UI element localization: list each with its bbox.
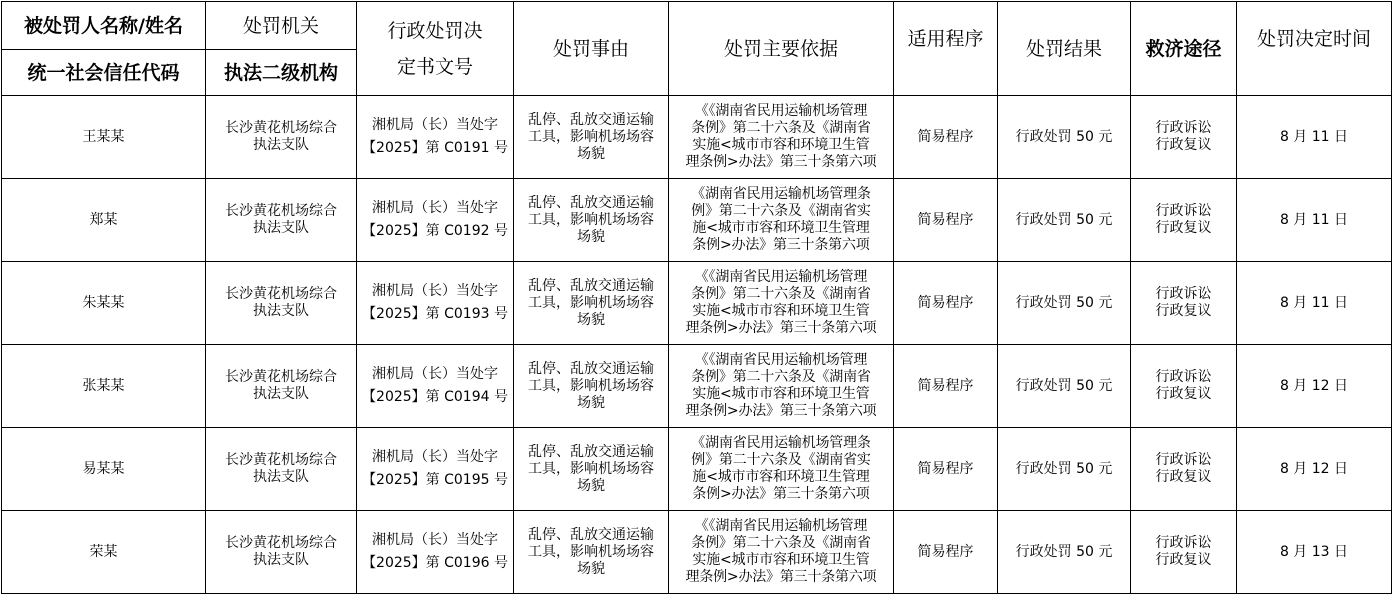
- cell-line: 行政复议: [1155, 137, 1212, 153]
- cell-line: 【2025】第 C0196 号: [362, 555, 508, 571]
- cell-procedure: 简易程序: [894, 428, 998, 511]
- header-doc-no-line: 行政处罚决: [387, 19, 483, 42]
- cell-line: 【2025】第 C0194 号: [362, 389, 508, 405]
- cell-name: 郑某: [2, 179, 206, 262]
- header-doc-no-line: 定书文号: [396, 55, 473, 78]
- cell-line: 工具，影响机场场容: [528, 460, 654, 477]
- cell-line: 长沙黄花机场综合: [225, 286, 337, 302]
- cell-line: 湘机局（长）当处字: [372, 449, 498, 465]
- cell-line: 长沙黄花机场综合: [225, 535, 337, 551]
- cell-line: 实施<城市市容和环境卫生管: [692, 137, 870, 153]
- cell-agency: [206, 345, 357, 428]
- table-row: [2, 428, 1392, 511]
- cell-line: 乱停、乱放交通运输: [528, 277, 654, 294]
- cell-line: 执法支队: [253, 386, 309, 402]
- cell-name: 易某某: [2, 428, 206, 511]
- cell-line: 条例》第二十六条及《湖南省: [691, 535, 871, 551]
- cell-line: 湘机局（长）当处字: [372, 283, 498, 299]
- cell-line: 《《湖南省民用运输机场管理: [694, 269, 868, 285]
- cell-line: 长沙黄花机场综合: [225, 369, 337, 385]
- cell-line: 场貌: [577, 560, 605, 577]
- cell-result: 行政处罚 50 元: [998, 179, 1131, 262]
- header-remedy: 救济途径: [1131, 2, 1237, 96]
- cell-basis: [669, 511, 894, 594]
- cell-line: 实施<城市市容和环境卫生管: [692, 552, 870, 568]
- cell-doc-no: [357, 179, 514, 262]
- cell-name: 张某某: [2, 345, 206, 428]
- cell-line: 长沙黄花机场综合: [225, 120, 337, 136]
- cell-line: 理条例>办法》第三十条第六项: [685, 403, 877, 419]
- cell-date: 8 月 12 日: [1237, 428, 1392, 511]
- cell-procedure: 简易程序: [894, 262, 998, 345]
- cell-remedy: [1131, 428, 1237, 511]
- cell-date: 8 月 13 日: [1237, 511, 1392, 594]
- cell-remedy: [1131, 179, 1237, 262]
- header-credit-code: 统一社会信任代码: [2, 50, 206, 96]
- cell-line: 【2025】第 C0195 号: [362, 472, 508, 488]
- header-reason: 处罚事由: [514, 2, 669, 96]
- cell-line: 行政复议: [1155, 386, 1212, 402]
- cell-procedure: 简易程序: [894, 179, 998, 262]
- cell-line: 《《湖南省民用运输机场管理: [694, 352, 868, 368]
- cell-remedy: [1131, 262, 1237, 345]
- table-row: [2, 345, 1392, 428]
- cell-line: 长沙黄花机场综合: [225, 452, 337, 468]
- cell-result: 行政处罚 50 元: [998, 511, 1131, 594]
- cell-line: 《湖南省民用运输机场管理条: [691, 186, 871, 202]
- cell-basis: [669, 262, 894, 345]
- cell-procedure: 简易程序: [894, 511, 998, 594]
- header-result: 处罚结果: [998, 2, 1131, 96]
- cell-line: 长沙黄花机场综合: [225, 203, 337, 219]
- cell-date: 8 月 11 日: [1237, 179, 1392, 262]
- cell-line: 【2025】第 C0191 号: [362, 140, 508, 156]
- cell-basis: [669, 345, 894, 428]
- cell-agency: [206, 179, 357, 262]
- cell-line: 理条例>办法》第三十条第六项: [685, 320, 877, 336]
- cell-remedy: [1131, 96, 1237, 179]
- cell-line: 乱停、乱放交通运输: [528, 360, 654, 377]
- cell-line: 理条例>办法》第三十条第六项: [685, 154, 877, 170]
- cell-line: 《《湖南省民用运输机场管理: [694, 518, 868, 534]
- cell-line: 条例》第二十六条及《湖南省: [691, 369, 871, 385]
- cell-line: 【2025】第 C0192 号: [362, 223, 508, 239]
- cell-line: 实施<城市市容和环境卫生管: [692, 303, 870, 319]
- cell-line: 场貌: [577, 477, 605, 494]
- cell-doc-no: [357, 262, 514, 345]
- cell-doc-no: [357, 96, 514, 179]
- header-procedure: 适用程序: [894, 2, 998, 96]
- cell-line: 执法支队: [253, 552, 309, 568]
- cell-line: 《《湖南省民用运输机场管理: [694, 103, 868, 119]
- cell-reason: [514, 345, 669, 428]
- cell-basis: [669, 428, 894, 511]
- cell-line: 《湖南省民用运输机场管理条: [691, 435, 871, 451]
- header-agency-sub: 执法二级机构: [206, 50, 357, 96]
- header-row: [2, 2, 1392, 50]
- cell-line: 施<城市市容和环境卫生管理: [692, 469, 870, 485]
- table-row: [2, 96, 1392, 179]
- cell-line: 工具，影响机场场容: [528, 377, 654, 394]
- table-row: [2, 511, 1392, 594]
- cell-reason: [514, 262, 669, 345]
- cell-line: 执法支队: [253, 220, 309, 236]
- header-name: 被处罚人名称/姓名: [2, 2, 206, 50]
- cell-name: 王某某: [2, 96, 206, 179]
- cell-basis: [669, 179, 894, 262]
- cell-line: 条例》第二十六条及《湖南省: [691, 286, 871, 302]
- cell-date: 8 月 11 日: [1237, 262, 1392, 345]
- cell-reason: [514, 96, 669, 179]
- cell-line: 例》第二十六条及《湖南省实: [691, 452, 871, 468]
- cell-reason: [514, 179, 669, 262]
- cell-line: 工具，影响机场场容: [528, 294, 654, 311]
- header-basis: 处罚主要依据: [669, 2, 894, 96]
- cell-line: 湘机局（长）当处字: [372, 532, 498, 548]
- cell-line: 乱停、乱放交通运输: [528, 526, 654, 543]
- cell-line: 行政复议: [1155, 220, 1212, 236]
- cell-name: 荣某: [2, 511, 206, 594]
- cell-remedy: [1131, 511, 1237, 594]
- cell-line: 条例>办法》第三十条第六项: [692, 237, 870, 253]
- cell-line: 行政复议: [1155, 469, 1212, 485]
- cell-line: 行政复议: [1155, 303, 1212, 319]
- cell-doc-no: [357, 511, 514, 594]
- cell-result: 行政处罚 50 元: [998, 262, 1131, 345]
- cell-line: 理条例>办法》第三十条第六项: [685, 569, 877, 585]
- cell-agency: [206, 96, 357, 179]
- cell-line: 实施<城市市容和环境卫生管: [692, 386, 870, 402]
- cell-line: 工具，影响机场场容: [528, 128, 654, 145]
- header-date: 处罚决定时间: [1237, 2, 1392, 96]
- cell-agency: [206, 262, 357, 345]
- cell-name: 朱某某: [2, 262, 206, 345]
- cell-line: 执法支队: [253, 137, 309, 153]
- cell-line: 场貌: [577, 394, 605, 411]
- cell-line: 场貌: [577, 228, 605, 245]
- cell-line: 行政复议: [1155, 552, 1212, 568]
- cell-line: 执法支队: [253, 303, 309, 319]
- cell-doc-no: [357, 345, 514, 428]
- cell-reason: [514, 511, 669, 594]
- cell-line: 乱停、乱放交通运输: [528, 443, 654, 460]
- penalty-table: [1, 1, 1392, 594]
- cell-doc-no: [357, 428, 514, 511]
- cell-line: 行政诉讼: [1155, 286, 1212, 302]
- cell-line: 【2025】第 C0193 号: [362, 306, 508, 322]
- cell-line: 行政诉讼: [1155, 369, 1212, 385]
- header-doc-no: [357, 2, 514, 96]
- cell-line: 工具，影响机场场容: [528, 211, 654, 228]
- cell-line: 条例》第二十六条及《湖南省: [691, 120, 871, 136]
- cell-line: 行政诉讼: [1155, 203, 1212, 219]
- cell-line: 施<城市市容和环境卫生管理: [692, 220, 870, 236]
- cell-result: 行政处罚 50 元: [998, 428, 1131, 511]
- cell-agency: [206, 428, 357, 511]
- cell-result: 行政处罚 50 元: [998, 96, 1131, 179]
- cell-agency: [206, 511, 357, 594]
- cell-line: 行政诉讼: [1155, 535, 1212, 551]
- cell-basis: [669, 96, 894, 179]
- cell-line: 湘机局（长）当处字: [372, 366, 498, 382]
- cell-line: 工具，影响机场场容: [528, 543, 654, 560]
- cell-line: 执法支队: [253, 469, 309, 485]
- cell-line: 湘机局（长）当处字: [372, 200, 498, 216]
- table-row: [2, 262, 1392, 345]
- cell-line: 乱停、乱放交通运输: [528, 111, 654, 128]
- cell-line: 例》第二十六条及《湖南省实: [691, 203, 871, 219]
- cell-procedure: 简易程序: [894, 345, 998, 428]
- cell-line: 场貌: [577, 145, 605, 162]
- cell-line: 场貌: [577, 311, 605, 328]
- cell-line: 行政诉讼: [1155, 120, 1212, 136]
- table-row: [2, 179, 1392, 262]
- cell-date: 8 月 12 日: [1237, 345, 1392, 428]
- cell-line: 湘机局（长）当处字: [372, 117, 498, 133]
- cell-line: 条例>办法》第三十条第六项: [692, 486, 870, 502]
- header-agency: 处罚机关: [206, 2, 357, 50]
- cell-reason: [514, 428, 669, 511]
- cell-result: 行政处罚 50 元: [998, 345, 1131, 428]
- cell-remedy: [1131, 345, 1237, 428]
- cell-date: 8 月 11 日: [1237, 96, 1392, 179]
- cell-procedure: 简易程序: [894, 96, 998, 179]
- cell-line: 行政诉讼: [1155, 452, 1212, 468]
- cell-line: 乱停、乱放交通运输: [528, 194, 654, 211]
